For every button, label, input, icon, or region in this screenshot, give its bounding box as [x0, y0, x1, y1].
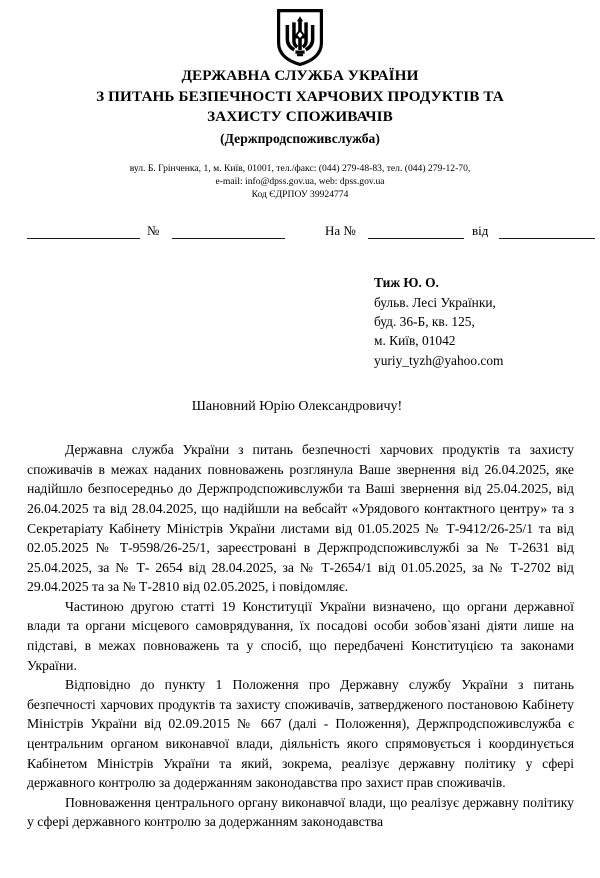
incoming-number-rule[interactable]	[368, 238, 464, 239]
org-title-line-3: ЗАХИСТУ СПОЖИВАЧІВ	[207, 108, 393, 125]
addressee-building: буд. 36-Б, кв. 125,	[374, 313, 475, 329]
outgoing-date-field[interactable]	[27, 223, 140, 239]
body-paragraph-4: Повноваження центрального органу виконавчої влади, що реалізує державну політику у сфері державного контролю за додержанням законодавства	[27, 794, 574, 830]
outgoing-number-field[interactable]	[172, 223, 285, 239]
reference-line	[0, 219, 600, 245]
contacts-email-web-line: e-mail: info@dpss.gov.ua, web: dpss.gov.ua	[215, 175, 385, 187]
salutation: Шановний Юрію Олександровичу!	[191, 399, 403, 415]
org-title-line-2: З ПИТАНЬ БЕЗПЕЧНОСТІ ХАРЧОВИХ ПРОДУКТІВ ТА	[96, 87, 504, 105]
contacts-edrpou-line: Код ЄДРПОУ 39924774	[251, 188, 349, 200]
incoming-date-field[interactable]	[499, 223, 595, 239]
body-paragraph-3: Відповідно до пункту 1 Положення про Державну службу України з питань безпечності харчових продуктів та захисту споживачів, затвердженого постановою Кабінету Міністрів України від 02.09.2015 № 667 (далі - Положення), Держпродспоживслужба є центральним органом виконавчої влади, діяльність якого спрямовується і координується Кабінетом Міністрів України та який, зокрема, реалізує державну політику у сфері державного контролю за додержанням законодавства про захист прав споживачів.	[27, 677, 574, 791]
outgoing-date-rule[interactable]	[27, 238, 140, 239]
outgoing-number-rule[interactable]	[172, 238, 285, 239]
addressee-street: бульв. Лесі Українки,	[374, 294, 496, 310]
organization-title	[30, 66, 570, 128]
addressee-name: Тиж Ю. О.	[374, 275, 439, 291]
incoming-date-label: від	[472, 223, 489, 239]
ukraine-trident-coat-of-arms-icon	[277, 9, 323, 26]
contacts-address-line: вул. Б. Грінченка, 1, м. Київ, 01001, тел./факс: (044) 279-48-83, тел. (044) 279-12-70,	[129, 162, 471, 174]
addressee-email: yuriy_tyzh@yahoo.com	[374, 352, 504, 368]
incoming-number-field[interactable]	[368, 223, 464, 239]
letter-body	[27, 440, 574, 832]
incoming-number-label: На №	[325, 223, 356, 239]
addressee-city: м. Київ, 01042	[374, 333, 456, 349]
body-paragraph-2: Частиною другою статті 19 Конституції України визначено, що органи державної влади та органи місцевого самоврядування, їх посадові особи зобов`язані діяти лише на підставі, в межах повноважень та у спосіб, що передбачені Конституцією та законами України.	[27, 598, 574, 673]
body-paragraph-1: Державна служба України з питань безпечності харчових продуктів та захисту споживачів в межах наданих повноважень розглянула Ваше звернення від 26.04.2025, яке надійшло безпосередньо до Держпродспоживслужби та Ваші звернення від 25.04.2025, від 26.04.2025 та від 28.04.2025, що надійшли на вебсайт «Урядового контактного центру» та з Секретаріату Кабінету Міністрів України листами від 01.05.2025 № Т-9412/26-25/1 та від 02.05.2025 № Т-9598/26-25/1, зареєстровані в Держпродспоживслужбі за № Т-2631 від 25.04.2025, за № Т- 2654 від 28.04.2025, за № Т-2654/1 від 01.05.2025, за № Т-2702 від 29.04.2025 та за № Т-2810 від 02.05.2025, і повідомляє.	[27, 442, 574, 595]
addressee-block	[374, 273, 600, 370]
outgoing-number-label: №	[147, 223, 160, 239]
organization-short-name: (Держпродспоживслужба)	[220, 130, 380, 146]
incoming-date-rule[interactable]	[499, 238, 595, 239]
org-title-line-1: ДЕРЖАВНА СЛУЖБА УКРАЇНИ	[181, 67, 419, 84]
organization-contacts	[0, 162, 600, 202]
emblem-container	[0, 0, 600, 66]
